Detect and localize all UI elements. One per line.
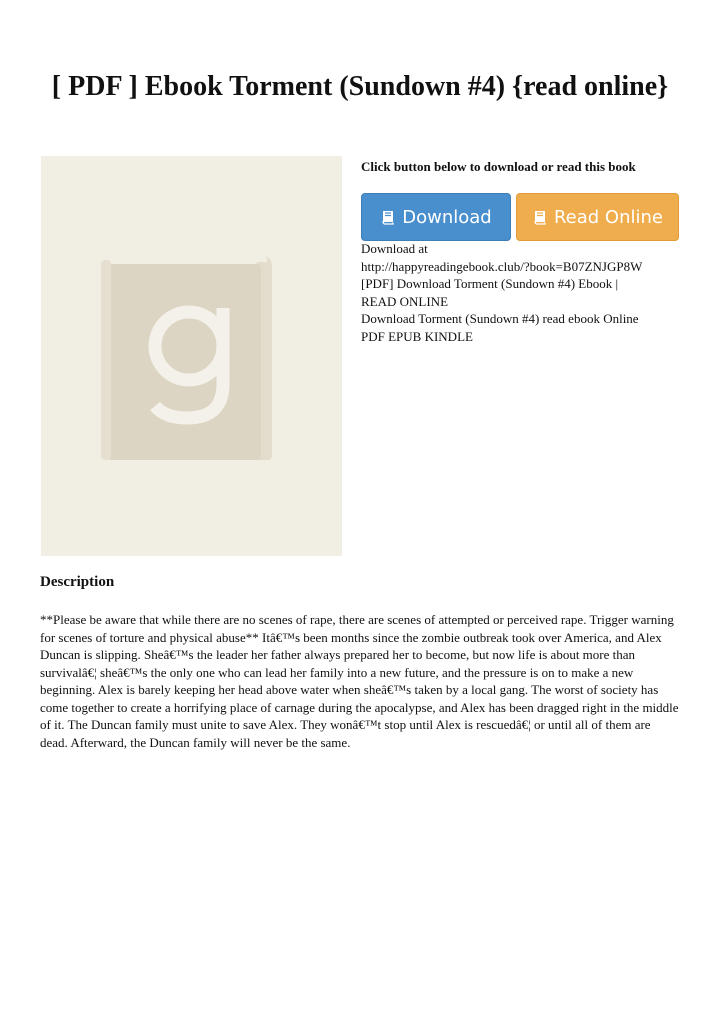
- book-g-icon: [41, 156, 342, 556]
- book-icon: [532, 209, 548, 225]
- description-heading: Description: [40, 574, 115, 590]
- read-online-button-label: Read Online: [553, 207, 663, 228]
- download-button-label: Download: [402, 207, 492, 228]
- download-link[interactable]: http://happyreadingebook.club/?book=B07ZNJGP8W: [361, 258, 643, 274]
- info-line: Download at: [361, 241, 428, 256]
- info-line: [PDF] Download Torment (Sundown #4) Ebook |: [361, 276, 619, 291]
- book-cover-placeholder: [41, 156, 342, 556]
- info-line: Download Torment (Sundown #4) read ebook Online: [361, 311, 639, 326]
- page-title: [ PDF ] Ebook Torment (Sundown #4) {read online}: [51, 71, 669, 102]
- download-prompt: Click button below to download or read this book: [361, 159, 636, 174]
- button-row: [361, 193, 681, 241]
- download-button[interactable]: [361, 193, 511, 241]
- description-text: **Please be aware that while there are no scenes of rape, there are scenes of attempted or perceived rape. Trigger warning for scenes of torture and physical abuse** Itâ€™s been months since the zombie outbreak took over America, and Alex Duncan is slipping. Sheâ€™s the leader her father always prepared her to become, but now life is about more than survivalâ€¦ sheâ€™s the only one who can lead her family into a new future, and the pressure is on to make a new beginning. Alex is barely keeping her head above water when sheâ€™s taken by a local gang. The worst of society has come together to create a horrifying place of carnage during the apocalypse, and Alex has been dragged right in the middle of it. The Duncan family must unite to save Alex. They wonâ€™t stop until Alex is rescuedâ€¦ or until all of them are dead. Afterward, the Duncan family will never be the same.: [40, 612, 679, 750]
- download-panel: [361, 158, 691, 344]
- book-icon: [380, 209, 396, 225]
- info-line: READ ONLINE: [361, 293, 449, 309]
- download-info: [361, 240, 691, 345]
- info-line: PDF EPUB KINDLE: [361, 328, 473, 344]
- read-online-button[interactable]: [516, 193, 679, 241]
